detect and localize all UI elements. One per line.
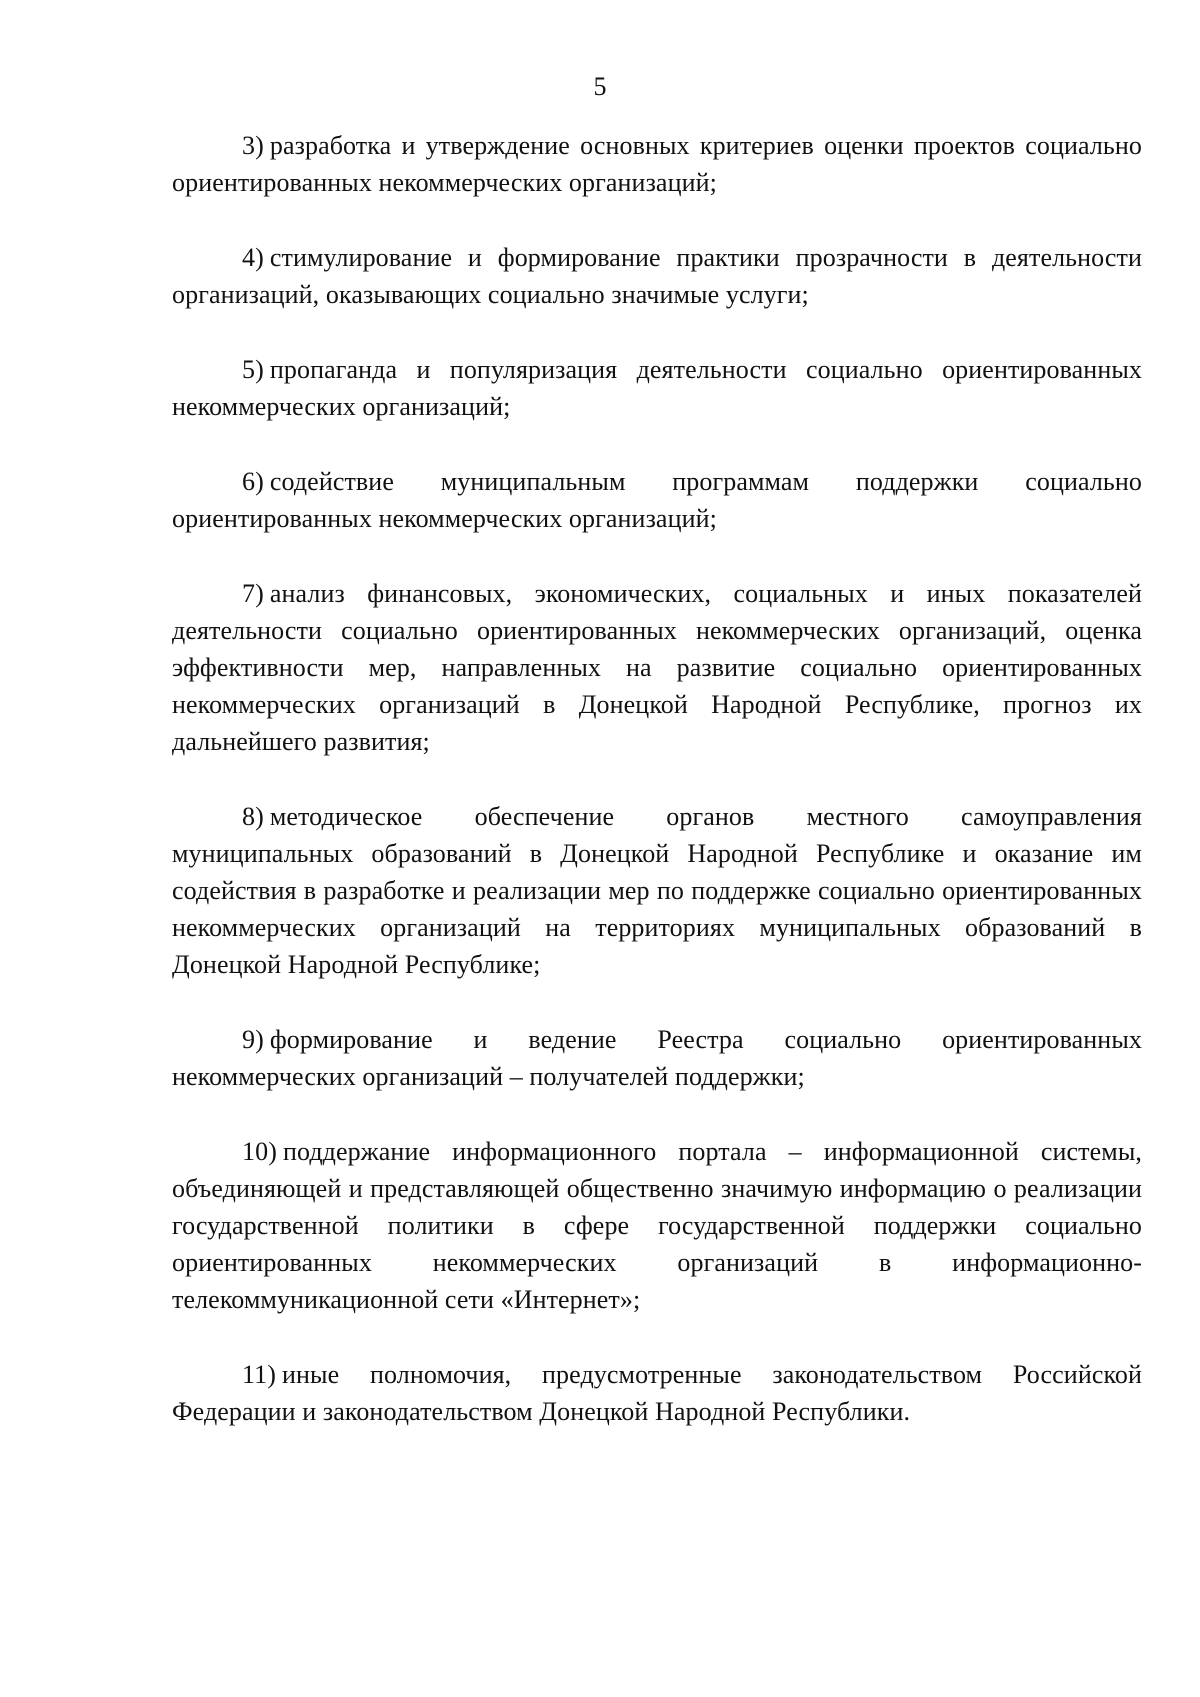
list-item	[172, 1021, 1142, 1095]
document-body	[172, 127, 1142, 1468]
list-item	[172, 575, 1142, 760]
item-text: иные полномочия, предусмотренные законодательством Российской Федерации и законодательством Донецкой Народной Республики.	[172, 1360, 1142, 1426]
page-number: 5	[593, 72, 607, 101]
item-text: содействие муниципальным программам поддержки социально ориентированных некоммерческих организаций;	[172, 467, 1142, 533]
list-item	[172, 1133, 1142, 1318]
item-number: 7)	[242, 579, 264, 608]
item-number: 11)	[242, 1360, 276, 1389]
list-item	[172, 463, 1142, 537]
list-item	[172, 351, 1142, 425]
item-text: разработка и утверждение основных критериев оценки проектов социально ориентированных некоммерческих организаций;	[172, 131, 1142, 197]
item-text: поддержание информационного портала – информационной системы, объединяющей и представляющей общественно значимую информацию о реализации государственной политики в сфере государственной поддержки социально ориентированных некоммерческих организаций в информационно-телекоммуникационной сети «Интернет»;	[172, 1137, 1142, 1314]
item-text: анализ финансовых, экономических, социальных и иных показателей деятельности социально ориентированных некоммерческих организаций, оценка эффективности мер, направленных на развитие социально ориентированных некоммерческих организаций в Донецкой Народной Республике, прогноз их дальнейшего развития;	[172, 579, 1142, 756]
item-text: формирование и ведение Реестра социально ориентированных некоммерческих организаций – получателей поддержки;	[172, 1025, 1142, 1091]
item-number: 3)	[242, 131, 264, 160]
list-item	[172, 239, 1142, 313]
item-number: 5)	[242, 355, 264, 384]
item-number: 8)	[242, 802, 264, 831]
item-number: 9)	[242, 1025, 264, 1054]
item-text: стимулирование и формирование практики прозрачности в деятельности организаций, оказывающих социально значимые услуги;	[172, 243, 1142, 309]
list-item	[172, 798, 1142, 983]
list-item	[172, 127, 1142, 201]
item-text: пропаганда и популяризация деятельности социально ориентированных некоммерческих организаций;	[172, 355, 1142, 421]
item-text: методическое обеспечение органов местного самоуправления муниципальных образований в Донецкой Народной Республике и оказание им содействия в разработке и реализации мер по поддержке социально ориентированных некоммерческих организаций на территориях муниципальных образований в Донецкой Народной Республике;	[172, 802, 1142, 979]
list-item	[172, 1356, 1142, 1430]
item-number: 10)	[242, 1137, 277, 1166]
item-number: 6)	[242, 467, 264, 496]
item-number: 4)	[242, 243, 264, 272]
